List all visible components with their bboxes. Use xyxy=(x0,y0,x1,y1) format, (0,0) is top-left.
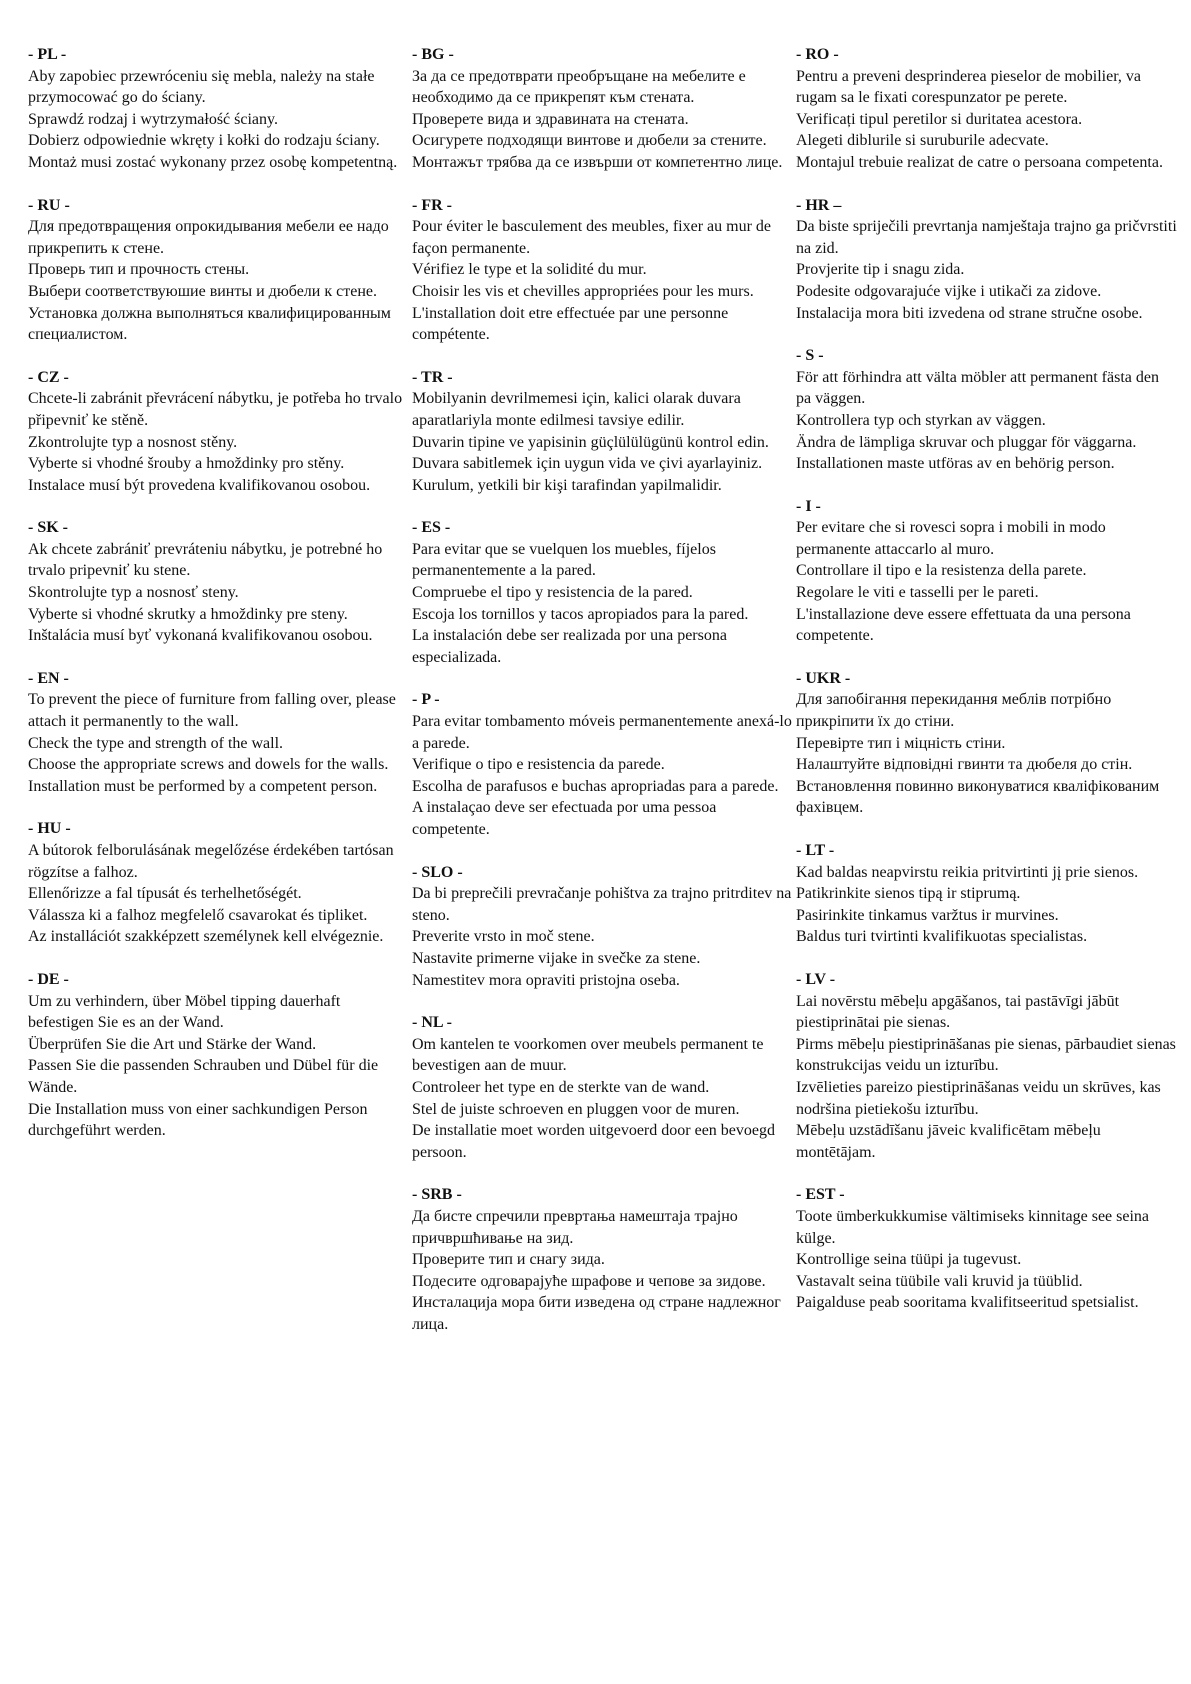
section-line: Ellenőrizze a fal típusát és terhelhetőségét. xyxy=(28,885,302,903)
section-line: Подесите одговарајуће шрафове и чепове за зидове. xyxy=(412,1272,766,1290)
section-line: Check the type and strength of the wall. xyxy=(28,734,284,752)
section-heading: - LV - xyxy=(796,970,836,988)
section-line: Inštalácia musí byť vykonaná kvalifikovanou osobou. xyxy=(28,627,373,645)
section-line: Um zu verhindern, über Möbel tipping dauerhaft befestigen Sie es an der Wand. xyxy=(28,992,341,1032)
section-line: Chcete-li zabránit převrácení nábytku, je potřeba ho trvalo připevniť ke stěně. xyxy=(28,390,403,429)
section-fr xyxy=(412,195,792,346)
section-heading: - RU - xyxy=(28,196,70,214)
section-line: De installatie moet worden uitgevoerd door een bevoegd persoon. xyxy=(412,1122,775,1161)
section-heading: - HU - xyxy=(28,820,71,838)
section-line: Nastavite primerne vijake in svečke za stene. xyxy=(412,949,701,967)
section-line: Montaż musi zostać wykonany przez osobę kompetentną. xyxy=(28,153,398,171)
section-line: Vyberte si vhodné šrouby a hmoždinky pro stěny. xyxy=(28,455,345,473)
section-line: Om kantelen te voorkomen over meubels permanent te bevestigen aan de muur. xyxy=(412,1035,764,1075)
section-line: За да се предотврати преобръщане на мебелите е необходимо да се прикрепят към стената. xyxy=(412,67,746,107)
section-line: Choisir les vis et chevilles appropriées pour les murs. xyxy=(412,282,754,300)
section-cz xyxy=(28,367,406,497)
section-en xyxy=(28,668,406,798)
section-line: Montajul trebuie realizat de catre o persoana competenta. xyxy=(796,153,1163,171)
section-line: Aby zapobiec przewróceniu się mebla, należy na stałe przymocować go do ściany. xyxy=(28,67,375,107)
section-i xyxy=(796,496,1178,647)
section-line: A bútorok felborulásának megelőzése érdekében tartósan rögzítse a falhoz. xyxy=(28,842,394,881)
section-line: To prevent the piece of furniture from falling over, please attach it permanently to the wall. xyxy=(28,691,396,731)
section-hr xyxy=(796,195,1178,325)
section-line: Vérifiez le type et la solidité du mur. xyxy=(412,261,647,279)
section-heading: - RO - xyxy=(796,46,839,63)
section-line: Choose the appropriate screws and dowels for the walls. xyxy=(28,756,389,774)
section-line: Regolare le viti e tasselli per le pareti. xyxy=(796,584,1039,602)
section-line: Инсталација мора бити изведена од стране надлежног лица. xyxy=(412,1294,781,1333)
section-line: Controllare il tipo e la resistenza della parete. xyxy=(796,562,1087,580)
section-line: Mobilyanin devrilmemesi için, kalici olarak duvara aparatlariyla monte edilmesi tavsiye edilir. xyxy=(412,390,741,429)
section-line: L'installation doit etre effectuée par une personne compétente. xyxy=(412,304,729,344)
section-est xyxy=(796,1184,1178,1314)
section-pl xyxy=(28,44,406,174)
section-line: Izvēlieties pareizo piestiprināšanas veidu un skrūves, kas nodršina pietiekošu izturību. xyxy=(796,1078,1161,1118)
section-line: Для запобігання перекидання меблів потрібно прикріпити їх до стіни. xyxy=(796,691,1112,731)
section-line: Podesite odgovarajuće vijke i utikači za zidove. xyxy=(796,282,1102,300)
section-hu xyxy=(28,818,406,948)
section-line: Compruebe el tipo y resistencia de la pared. xyxy=(412,584,693,602)
section-heading: - UKR - xyxy=(796,669,851,687)
section-line: För att förhindra att välta möbler att permanent fästa den pa väggen. xyxy=(796,368,1159,408)
section-line: Installationen maste utföras av en behörig person. xyxy=(796,455,1115,473)
section-heading: - I - xyxy=(796,497,821,515)
section-line: Paigalduse peab sooritama kvalifitseeritud spetsialist. xyxy=(796,1294,1139,1312)
section-p xyxy=(412,689,792,840)
instruction-page xyxy=(28,44,1178,1356)
section-line: Controleer het type en de sterkte van de wand. xyxy=(412,1078,710,1096)
section-line: Проверете вида и здравината на стената. xyxy=(412,110,689,128)
column-right xyxy=(796,44,1178,1335)
section-line: Escolha de parafusos e buchas apropriadas para a parede. xyxy=(412,777,779,795)
section-line: Kad baldas neapvirstu reikia pritvirtinti jį prie sienos. xyxy=(796,863,1139,881)
section-lt xyxy=(796,840,1178,948)
section-line: Preverite vrsto in moč stene. xyxy=(412,928,595,946)
section-es xyxy=(412,517,792,668)
section-heading: - LT - xyxy=(796,842,835,859)
section-bg xyxy=(412,44,792,174)
section-slo xyxy=(412,862,792,992)
section-nl xyxy=(412,1012,792,1163)
section-heading: - FR - xyxy=(412,196,452,214)
section-line: Da bi preprečili prevračanje pohištva za trajno pritrditev na steno. xyxy=(412,885,792,924)
section-line: Patikrinkite sienos tipą ir stiprumą. xyxy=(796,885,1021,903)
section-line: Passen Sie die passenden Schrauben und Dübel für die Wände. xyxy=(28,1057,379,1096)
section-de xyxy=(28,969,406,1142)
section-line: Dobierz odpowiednie wkręty i kołki do rodzaju ściany. xyxy=(28,132,380,150)
section-line: Para evitar que se vuelquen los muebles, fíjelos permanentemente a la pared. xyxy=(412,540,716,580)
section-heading: - SK - xyxy=(28,519,68,537)
section-sk xyxy=(28,517,406,647)
section-line: Verificați tipul peretilor si duritatea acestora. xyxy=(796,110,1083,128)
section-line: La instalación debe ser realizada por una persona especializada. xyxy=(412,627,727,666)
section-line: Baldus turi tvirtinti kvalifikuotas specialistas. xyxy=(796,928,1088,946)
section-line: Namestitev mora opraviti pristojna oseba. xyxy=(412,971,680,989)
section-line: Выбери соответствуюшие винты и дюбели к стене. xyxy=(28,282,377,300)
section-line: Da biste spriječili prevrtanja namještaja trajno ga pričvrstiti na zid. xyxy=(796,218,1177,257)
section-line: Stel de juiste schroeven en pluggen voor de muren. xyxy=(412,1100,740,1118)
section-line: Verifique o tipo e resistencia da parede. xyxy=(412,756,665,774)
section-line: Para evitar tombamento móveis permanentemente anexá-lo a parede. xyxy=(412,713,792,752)
section-heading: - NL - xyxy=(412,1014,452,1032)
section-line: Lai novērstu mēbeļu apgāšanos, tai pastāvīgi jābūt piestiprinātai pie sienas. xyxy=(796,992,1120,1032)
section-line: Installation must be performed by a competent person. xyxy=(28,777,378,795)
section-line: Duvara sabitlemek için uygun vida ve çivi ayarlayiniz. xyxy=(412,455,763,473)
section-tr xyxy=(412,367,792,497)
section-heading: - BG - xyxy=(412,46,454,63)
section-line: Kontrollige seina tüüpi ja tugevust. xyxy=(796,1251,1022,1269)
section-heading: - HR – xyxy=(796,196,842,214)
section-line: Kontrollera typ och styrkan av väggen. xyxy=(796,411,1046,429)
section-line: A instalaçao deve ser efectuada por uma pessoa competente. xyxy=(412,799,717,838)
section-line: Skontrolujte typ a nosnosť steny. xyxy=(28,584,239,602)
section-heading: - TR - xyxy=(412,368,453,386)
section-line: Alegeti diblurile si suruburile adecvate. xyxy=(796,132,1049,150)
section-line: L'installazione deve essere effettuata da una persona competente. xyxy=(796,605,1131,645)
section-line: Toote ümberkukkumise vältimiseks kinnitage see seina külge. xyxy=(796,1207,1150,1247)
section-heading: - EN - xyxy=(28,669,69,687)
section-line: Die Installation muss von einer sachkundigen Person durchgeführt werden. xyxy=(28,1100,368,1140)
section-line: Ändra de lämpliga skruvar och pluggar för väggarna. xyxy=(796,433,1137,451)
section-heading: - S - xyxy=(796,347,824,365)
section-lv xyxy=(796,969,1178,1163)
section-line: Проверь тип и прочность стены. xyxy=(28,261,250,279)
section-line: Монтажът трябва да се извърши от компетентно лице. xyxy=(412,153,783,171)
section-heading: - SRB - xyxy=(412,1186,462,1204)
section-line: Да бисте спречили превртања намештаја трајно причвршћивање на зид. xyxy=(412,1207,738,1247)
section-line: Встановлення повинно виконуватися кваліфікованим фахівцем. xyxy=(796,777,1160,817)
section-line: Instalace musí být provedena kvalifikovanou osobou. xyxy=(28,476,371,494)
section-line: Vyberte si vhodné skrutky a hmoždinky pre steny. xyxy=(28,605,348,623)
section-line: Pentru a preveni desprinderea pieselor de mobilier, va rugam sa le fixati corespunzator pe perete. xyxy=(796,67,1142,107)
section-line: Überprüfen Sie die Art und Stärke der Wand. xyxy=(28,1035,317,1053)
section-heading: - PL - xyxy=(28,46,67,63)
section-line: Vastavalt seina tüübile vali kruvid ja tüüblid. xyxy=(796,1272,1083,1290)
section-line: Mēbeļu uzstādīšanu jāveic kvalificētam mēbeļu montētājam. xyxy=(796,1122,1101,1161)
section-ukr xyxy=(796,668,1178,819)
section-srb xyxy=(412,1184,792,1335)
section-line: Проверите тип и снагу зида. xyxy=(412,1251,605,1269)
section-line: Налаштуйте відповідні гвинти та дюбеля до стін. xyxy=(796,756,1133,774)
section-line: Válassza ki a falhoz megfelelő csavarokat és tipliket. xyxy=(28,906,368,924)
section-heading: - CZ - xyxy=(28,368,69,386)
section-line: Осигурете подходящи винтове и дюбели за стените. xyxy=(412,132,767,150)
section-s xyxy=(796,345,1178,475)
section-line: Az installációt szakképzett személynek kell elvégeznie. xyxy=(28,928,384,946)
section-line: Pasirinkite tinkamus varžtus ir murvines. xyxy=(796,906,1059,924)
section-line: Pour éviter le basculement des meubles, fixer au mur de façon permanente. xyxy=(412,218,771,257)
section-line: Установка должна выполняться квалифицированным специалистом. xyxy=(28,304,391,344)
column-middle xyxy=(412,44,792,1356)
section-ro xyxy=(796,44,1178,174)
section-line: Escoja los tornillos y tacos apropiados para la pared. xyxy=(412,605,749,623)
section-line: Kurulum, yetkili bir kişi tarafindan yapilmalidir. xyxy=(412,476,722,494)
section-ru xyxy=(28,195,406,346)
column-left xyxy=(28,44,406,1163)
section-line: Ak chcete zabrániť prevráteniu nábytku, je potrebné ho trvalo pripevniť ku stene. xyxy=(28,540,383,580)
section-line: Instalacija mora biti izvedena od strane stručne osobe. xyxy=(796,304,1143,322)
section-line: Duvarin tipine ve yapisinin güçlülülügünü kontrol edin. xyxy=(412,433,769,451)
section-line: Provjerite tip i snagu zida. xyxy=(796,261,965,279)
section-line: Для предотвращения опрокидывания мебели ее надо прикрепить к стене. xyxy=(28,218,389,257)
section-heading: - DE - xyxy=(28,970,69,988)
section-line: Pirms mēbeļu piestiprināšanas pie sienas, pārbaudiet sienas konstrukcijas veidu un izturību. xyxy=(796,1035,1176,1075)
section-line: Sprawdź rodzaj i wytrzymałość ściany. xyxy=(28,110,278,128)
section-line: Per evitare che si rovesci sopra i mobili in modo permanente attaccarlo al muro. xyxy=(796,519,1106,558)
section-line: Zkontrolujte typ a nosnost stěny. xyxy=(28,433,238,451)
section-heading: - P - xyxy=(412,691,440,709)
section-line: Перевірте тип і міцність стіни. xyxy=(796,734,1006,752)
section-heading: - EST - xyxy=(796,1186,845,1204)
section-heading: - ES - xyxy=(412,519,451,537)
section-heading: - SLO - xyxy=(412,863,463,881)
